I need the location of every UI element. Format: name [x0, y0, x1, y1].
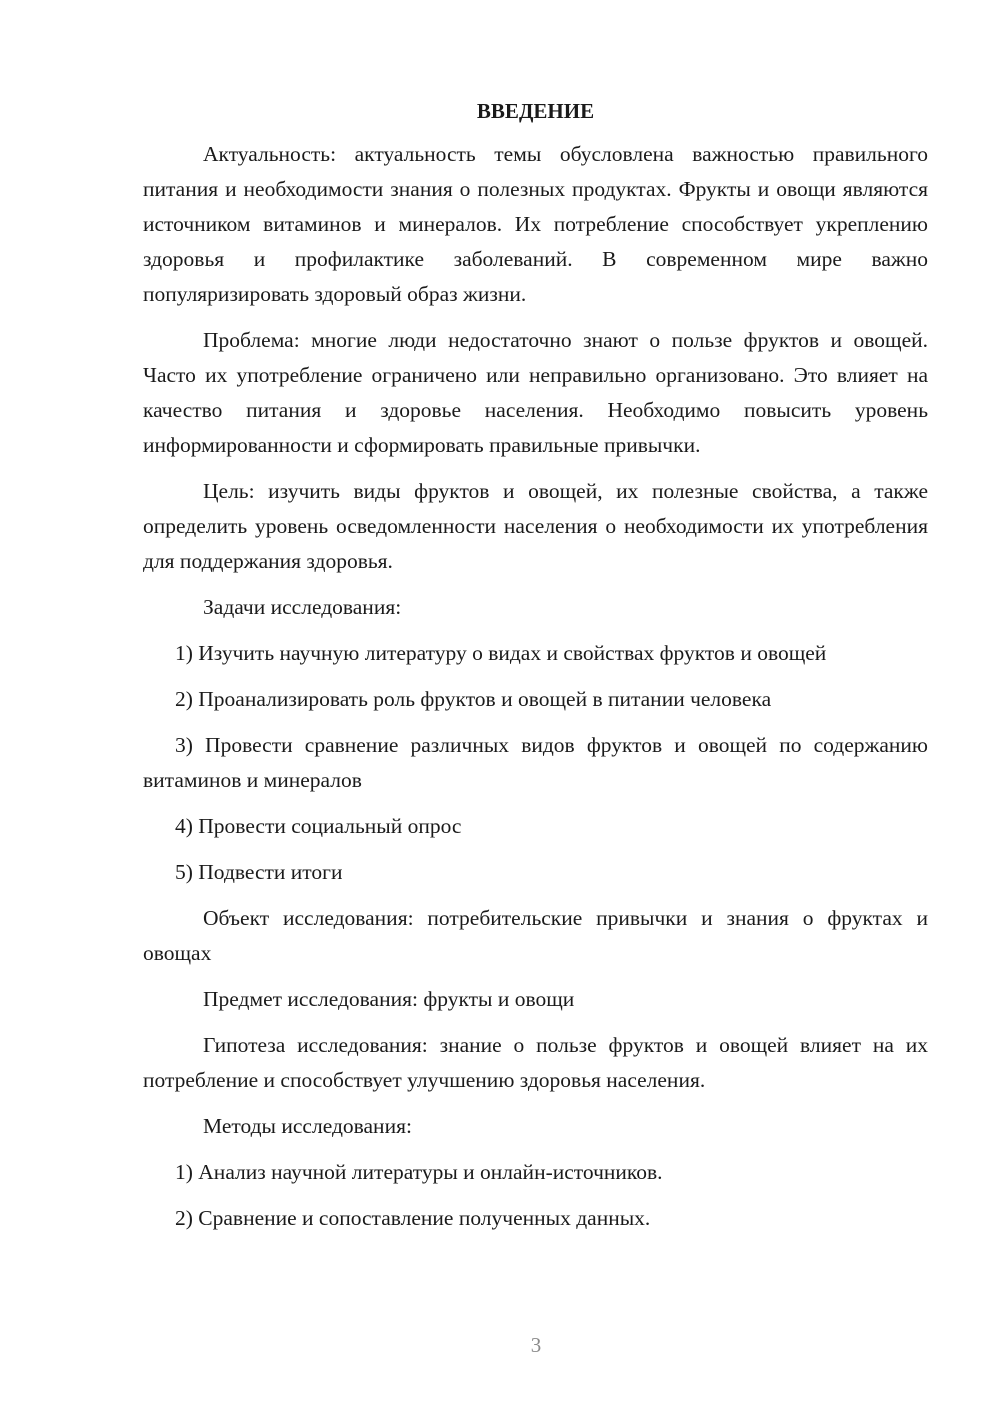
- research-hypothesis: Гипотеза исследования: знание о пользе фруктов и овощей влияет на их потребление и способствует улучшению здоровья населения.: [143, 1033, 928, 1092]
- task-item-5: 5) Подвести итоги: [175, 860, 343, 884]
- task-item-1: 1) Изучить научную литературу о видах и свойствах фруктов и овощей: [175, 641, 827, 665]
- method-item-2: 2) Сравнение и сопоставление полученных данных.: [175, 1206, 651, 1230]
- goal-paragraph: Цель: изучить виды фруктов и овощей, их полезные свойства, а также определить уровень осведомленности населения о необходимости их употребления для поддержания здоровья.: [143, 479, 928, 573]
- research-subject: Предмет исследования: фрукты и овощи: [203, 987, 575, 1011]
- research-object: Объект исследования: потребительские привычки и знания о фруктах и овощах: [143, 906, 928, 965]
- methods-heading: Методы исследования:: [203, 1114, 412, 1138]
- page-number: 3: [530, 1333, 542, 1357]
- page-title: ВВЕДЕНИЕ: [476, 99, 595, 123]
- task-item-2: 2) Проанализировать роль фруктов и овощей в питании человека: [175, 687, 772, 711]
- page-content: [143, 94, 928, 1247]
- task-item-4: 4) Провести социальный опрос: [175, 814, 462, 838]
- relevance-paragraph: Актуальность: актуальность темы обусловлена важностью правильного питания и необходимости знания о полезных продуктах. Фрукты и овощи являются источником витаминов и минералов. Их потребление способствует укреплению здоровья и профилактике заболеваний. В современном мире важно популяризировать здоровый образ жизни.: [143, 142, 928, 306]
- problem-paragraph: Проблема: многие люди недостаточно знают о пользе фруктов и овощей. Часто их употребление ограничено или неправильно организовано. Это влияет на качество питания и здоровье населения. Необходимо повысить уровень информированности и сформировать правильные привычки.: [143, 328, 928, 457]
- task-item-3: 3) Провести сравнение различных видов фруктов и овощей по содержанию витаминов и минералов: [143, 733, 928, 792]
- method-item-1: 1) Анализ научной литературы и онлайн-источников.: [175, 1160, 663, 1184]
- tasks-heading: Задачи исследования:: [203, 595, 402, 619]
